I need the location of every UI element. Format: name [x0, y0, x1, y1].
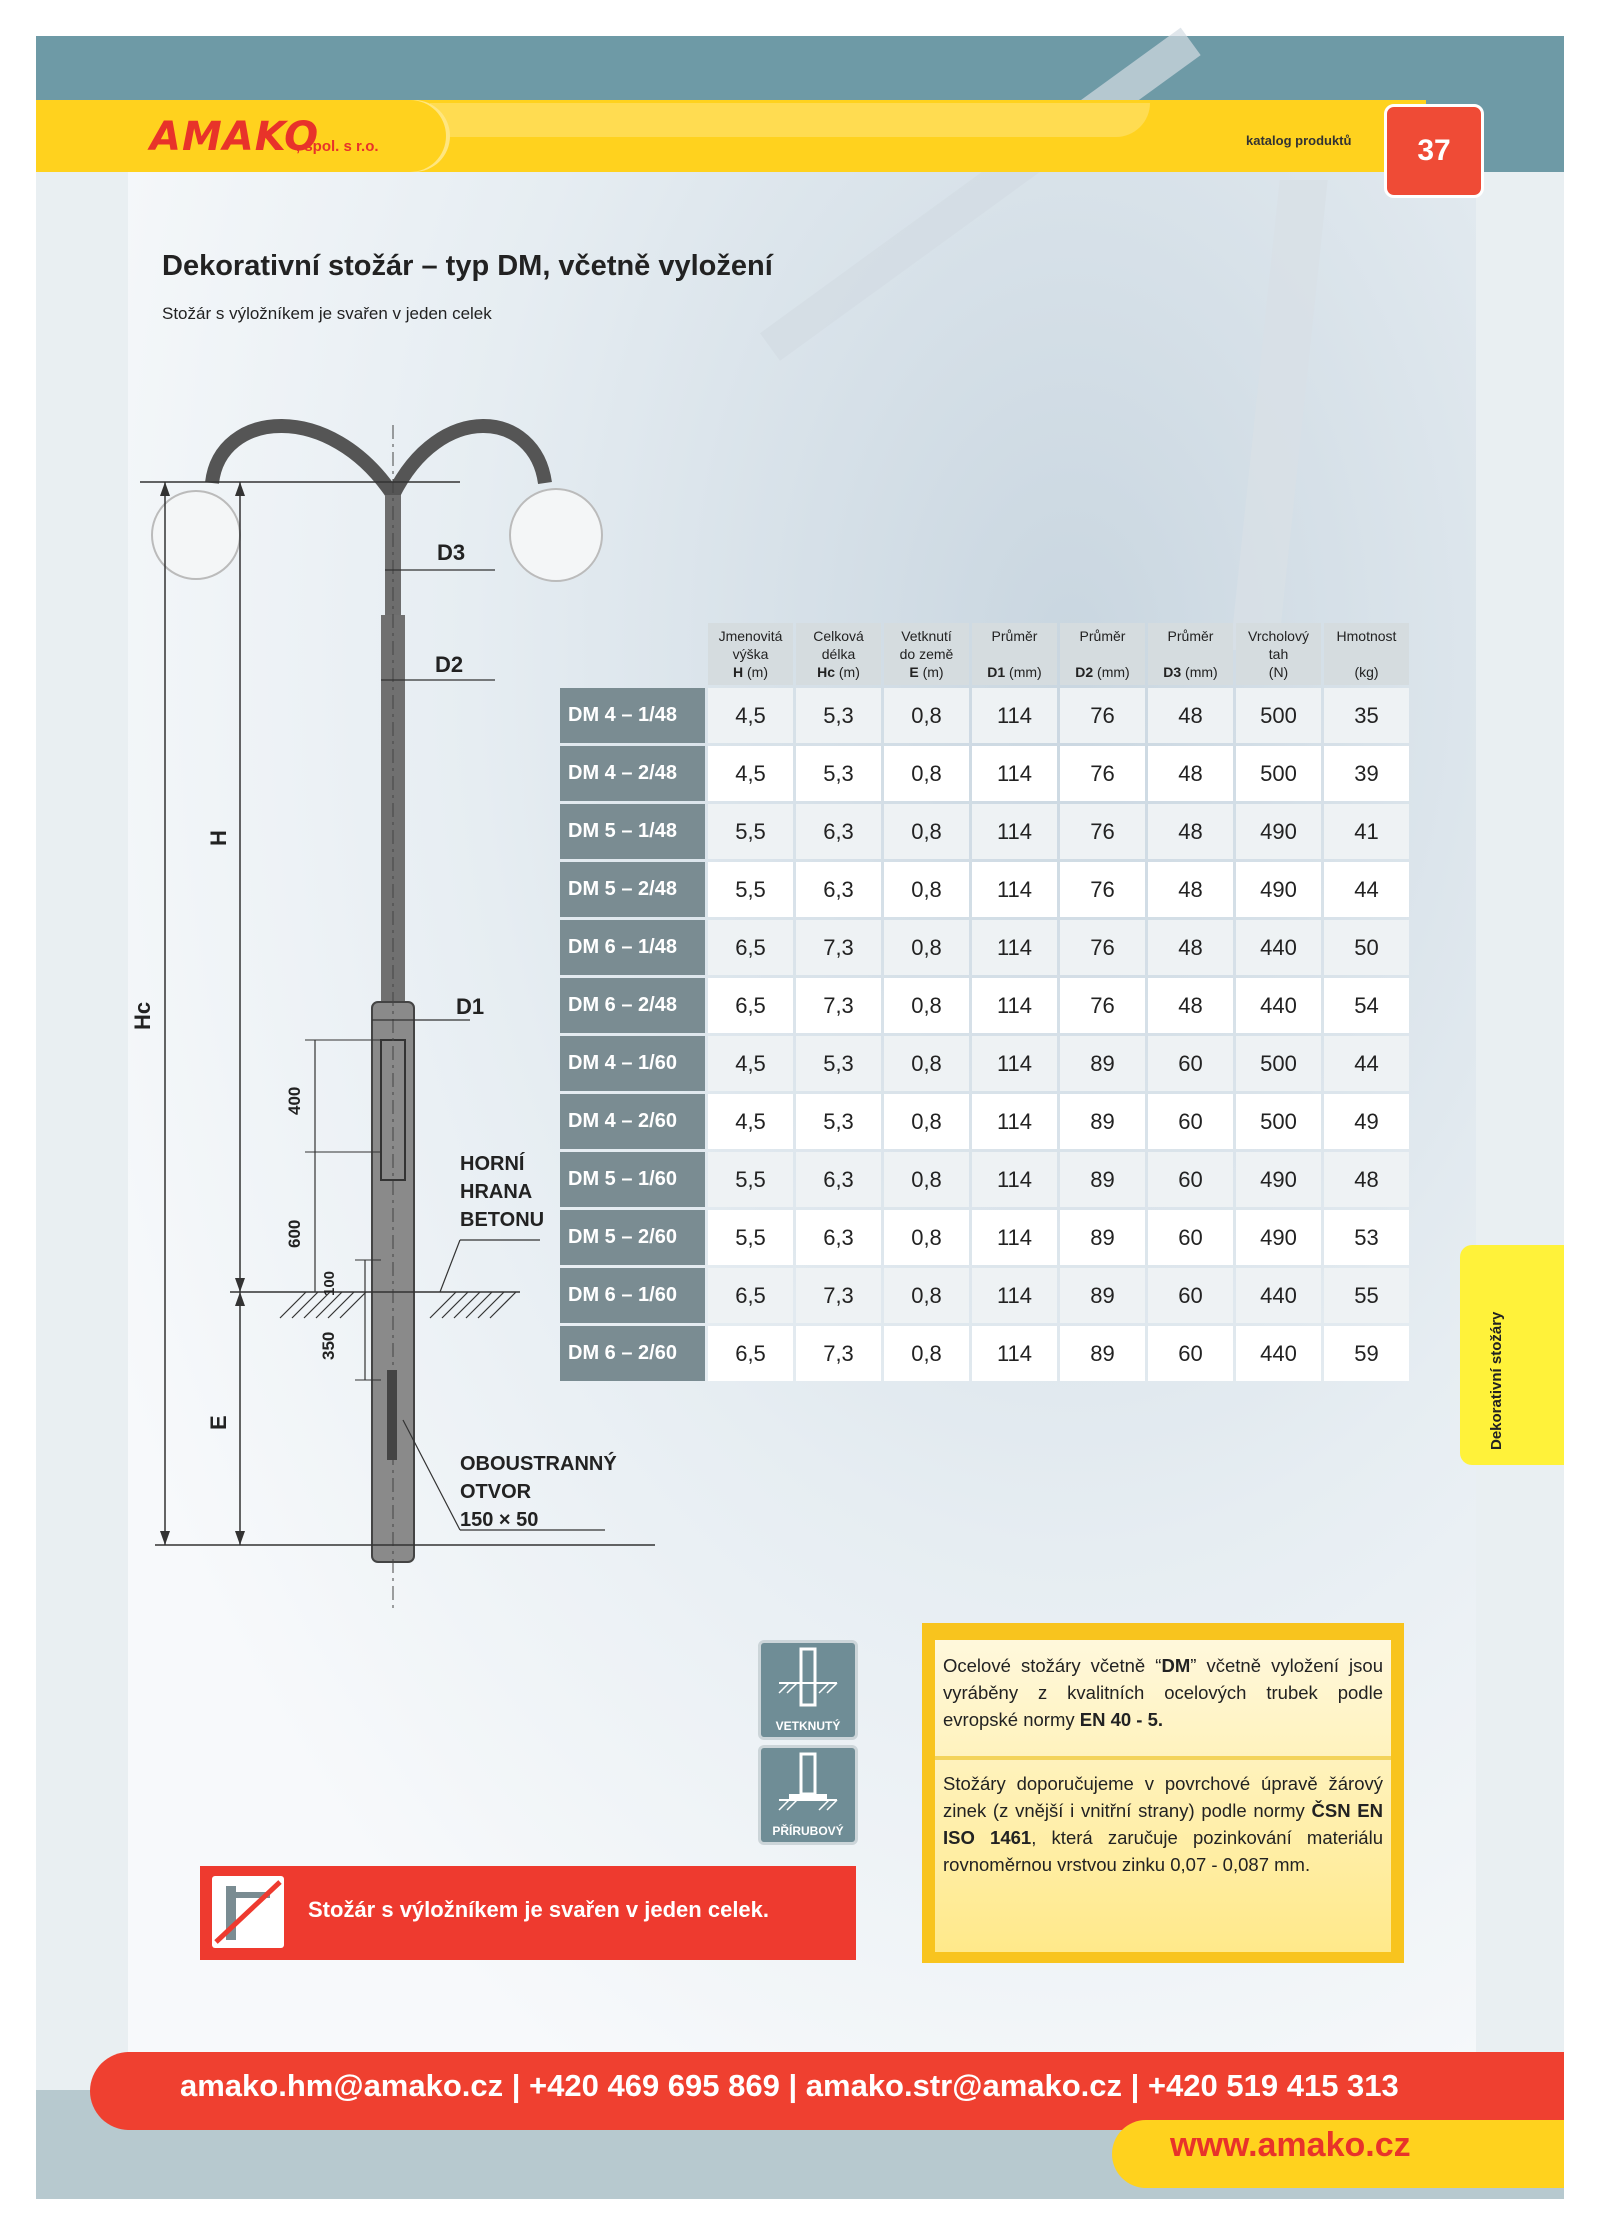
label-concrete-3: BETONU [460, 1209, 545, 1231]
value-cell: 76 [1060, 688, 1145, 743]
value-cell: 114 [972, 978, 1057, 1033]
model-cell: DM 5 – 2/48 [560, 862, 705, 917]
value-cell: 114 [972, 862, 1057, 917]
value-cell: 89 [1060, 1326, 1145, 1381]
value-cell: 5,3 [796, 746, 881, 801]
model-cell: DM 6 – 1/48 [560, 920, 705, 975]
value-cell: 76 [1060, 920, 1145, 975]
right-margin [1476, 172, 1564, 2092]
value-cell: 48 [1148, 920, 1233, 975]
value-cell: 5,5 [708, 1152, 793, 1207]
value-cell: 0,8 [884, 1326, 969, 1381]
value-cell: 7,3 [796, 1268, 881, 1323]
value-cell: 7,3 [796, 978, 881, 1033]
value-cell: 4,5 [708, 1036, 793, 1091]
label-hole-3: 150 × 50 [460, 1509, 539, 1531]
value-cell: 60 [1148, 1152, 1233, 1207]
value-cell: 48 [1148, 804, 1233, 859]
value-cell: 0,8 [884, 920, 969, 975]
value-cell: 60 [1148, 1094, 1233, 1149]
value-cell: 35 [1324, 688, 1409, 743]
model-cell: DM 5 – 1/48 [560, 804, 705, 859]
value-cell: 490 [1236, 862, 1321, 917]
value-cell: 500 [1236, 688, 1321, 743]
value-cell: 440 [1236, 978, 1321, 1033]
value-cell: 6,5 [708, 920, 793, 975]
table-row [560, 1326, 1409, 1381]
lamp-arm-right [393, 426, 545, 495]
value-cell: 41 [1324, 804, 1409, 859]
value-cell: 114 [972, 1210, 1057, 1265]
label-concrete-2: HRANA [460, 1181, 533, 1203]
page-title: Dekorativní stožár – typ DM, včetně vyložení [162, 250, 773, 282]
value-cell: 0,8 [884, 804, 969, 859]
value-cell: 48 [1148, 862, 1233, 917]
value-cell: 0,8 [884, 978, 969, 1033]
header-h: Jmenovitá výška H (m) [708, 623, 793, 685]
table-row [560, 1094, 1409, 1149]
value-cell: 44 [1324, 862, 1409, 917]
value-cell: 54 [1324, 978, 1409, 1033]
catalog-label: katalog produktů [1246, 133, 1352, 148]
label-d3: D3 [437, 540, 466, 565]
welded-notice-text: Stožár s výložníkem je svařen v jeden celek. [308, 1897, 770, 1922]
flanged-mount-icon [758, 1745, 858, 1845]
table-row [560, 1210, 1409, 1265]
section-side-tab[interactable] [1460, 1245, 1564, 1465]
value-cell: 53 [1324, 1210, 1409, 1265]
value-cell: 76 [1060, 804, 1145, 859]
table-header-row [560, 623, 1409, 685]
label-100: 100 [321, 1270, 338, 1296]
value-cell: 114 [972, 688, 1057, 743]
value-cell: 0,8 [884, 862, 969, 917]
value-cell: 500 [1236, 1094, 1321, 1149]
header-tension: Vrcholový tah (N) [1236, 623, 1321, 685]
value-cell: 60 [1148, 1210, 1233, 1265]
info-paragraph-standard: Ocelové stožáry včetně “DM” včetně vyložení jsou vyráběny z kvalitních ocelových trubek podle evropské normy EN 40 - 5. [943, 1655, 1383, 1730]
value-cell: 0,8 [884, 1152, 969, 1207]
label-h: H [206, 830, 231, 846]
welded-pole-icon [212, 1876, 284, 1948]
value-cell: 0,8 [884, 1210, 969, 1265]
model-cell: DM 4 – 1/48 [560, 688, 705, 743]
footer-website-link[interactable]: www.amako.cz [1170, 2126, 1411, 2164]
value-cell: 60 [1148, 1268, 1233, 1323]
value-cell: 6,3 [796, 1210, 881, 1265]
flanged-mount-label: PŘÍRUBOVÝ [772, 1824, 844, 1838]
value-cell: 76 [1060, 978, 1145, 1033]
model-cell: DM 6 – 1/60 [560, 1268, 705, 1323]
company-logo-suffix: , spol. s r.o. [296, 138, 379, 155]
header-e: Vetknutí do země E (m) [884, 623, 969, 685]
value-cell: 5,3 [796, 1094, 881, 1149]
value-cell: 440 [1236, 1268, 1321, 1323]
header-weight: Hmotnost (kg) [1324, 623, 1409, 685]
value-cell: 0,8 [884, 1094, 969, 1149]
value-cell: 39 [1324, 746, 1409, 801]
value-cell: 6,5 [708, 1326, 793, 1381]
footer-contacts[interactable]: amako.hm@amako.cz | +420 469 695 869 | amako.str@amako.cz | +420 519 415 313 [180, 2068, 1399, 2103]
value-cell: 89 [1060, 1268, 1145, 1323]
value-cell: 5,3 [796, 1036, 881, 1091]
value-cell: 60 [1148, 1326, 1233, 1381]
value-cell: 490 [1236, 1210, 1321, 1265]
value-cell: 114 [972, 1268, 1057, 1323]
value-cell: 89 [1060, 1094, 1145, 1149]
value-cell: 5,5 [708, 862, 793, 917]
value-cell: 50 [1324, 920, 1409, 975]
embedded-mount-icon [758, 1640, 858, 1740]
value-cell: 114 [972, 1152, 1057, 1207]
label-hole-1: OBOUSTRANNÝ [460, 1453, 617, 1475]
model-cell: DM 5 – 2/60 [560, 1210, 705, 1265]
value-cell: 0,8 [884, 1036, 969, 1091]
value-cell: 0,8 [884, 1268, 969, 1323]
value-cell: 48 [1324, 1152, 1409, 1207]
info-separator [935, 1756, 1391, 1760]
model-cell: DM 4 – 2/48 [560, 746, 705, 801]
value-cell: 49 [1324, 1094, 1409, 1149]
value-cell: 6,3 [796, 862, 881, 917]
value-cell: 55 [1324, 1268, 1409, 1323]
label-600: 600 [285, 1219, 304, 1248]
value-cell: 114 [972, 1094, 1057, 1149]
value-cell: 76 [1060, 746, 1145, 801]
label-hc: Hc [130, 1001, 155, 1030]
table-row [560, 862, 1409, 917]
page-number: 37 [1384, 104, 1484, 198]
header-d1: Průměr D1 (mm) [972, 623, 1057, 685]
parameters-table [557, 620, 1412, 1384]
value-cell: 440 [1236, 1326, 1321, 1381]
value-cell: 48 [1148, 746, 1233, 801]
value-cell: 490 [1236, 804, 1321, 859]
table-row [560, 688, 1409, 743]
model-cell: DM 6 – 2/48 [560, 978, 705, 1033]
model-cell: DM 4 – 2/60 [560, 1094, 705, 1149]
value-cell: 89 [1060, 1210, 1145, 1265]
value-cell: 500 [1236, 1036, 1321, 1091]
header-d3: Průměr D3 (mm) [1148, 623, 1233, 685]
value-cell: 7,3 [796, 1326, 881, 1381]
value-cell: 114 [972, 804, 1057, 859]
company-logo: AMAKO [150, 114, 320, 160]
value-cell: 114 [972, 1036, 1057, 1091]
value-cell: 4,5 [708, 1094, 793, 1149]
section-side-tab-label: Dekorativní stožáry [1488, 1311, 1505, 1450]
label-hole-2: OTVOR [460, 1481, 532, 1503]
left-margin [36, 172, 128, 2092]
label-e: E [206, 1415, 231, 1430]
value-cell: 5,5 [708, 1210, 793, 1265]
table-row [560, 1268, 1409, 1323]
info-paragraph-galvanizing: Stožáry doporučujeme v povrchové úpravě žárový zinek (z vnější i vnitřní strany) podle normy ČSN EN ISO 1461, která zaručuje pozinkování materiálu rovnoměrnou vrstvou zinku 0,07 - 0,087 mm. [943, 1773, 1383, 1875]
value-cell: 76 [1060, 862, 1145, 917]
value-cell: 500 [1236, 746, 1321, 801]
value-cell: 4,5 [708, 688, 793, 743]
page-subtitle: Stožár s výložníkem je svařen v jeden celek [162, 304, 492, 323]
model-cell: DM 6 – 2/60 [560, 1326, 705, 1381]
value-cell: 59 [1324, 1326, 1409, 1381]
value-cell: 440 [1236, 920, 1321, 975]
value-cell: 6,5 [708, 1268, 793, 1323]
value-cell: 114 [972, 746, 1057, 801]
table-row [560, 1036, 1409, 1091]
table-body [560, 688, 1409, 1381]
model-cell: DM 5 – 1/60 [560, 1152, 705, 1207]
cable-hole [387, 1370, 397, 1460]
lamp-globe-right [510, 489, 602, 581]
value-cell: 0,8 [884, 746, 969, 801]
table-row [560, 920, 1409, 975]
header-d2: Průměr D2 (mm) [1060, 623, 1145, 685]
value-cell: 6,3 [796, 804, 881, 859]
value-cell: 6,3 [796, 1152, 881, 1207]
label-d2: D2 [435, 652, 464, 677]
table-row [560, 804, 1409, 859]
value-cell: 5,3 [796, 688, 881, 743]
table-row [560, 1152, 1409, 1207]
value-cell: 89 [1060, 1036, 1145, 1091]
value-cell: 6,5 [708, 978, 793, 1033]
table-row [560, 746, 1409, 801]
embedded-mount-label: VETKNUTÝ [775, 1719, 841, 1733]
value-cell: 44 [1324, 1036, 1409, 1091]
value-cell: 48 [1148, 978, 1233, 1033]
header-hc: Celková délka Hc (m) [796, 623, 881, 685]
label-400: 400 [285, 1086, 304, 1115]
value-cell: 0,8 [884, 688, 969, 743]
model-cell: DM 4 – 1/60 [560, 1036, 705, 1091]
value-cell: 4,5 [708, 746, 793, 801]
label-concrete-1: HORNÍ [460, 1153, 525, 1175]
header-bar-highlight [430, 103, 1150, 137]
value-cell: 114 [972, 920, 1057, 975]
value-cell: 114 [972, 1326, 1057, 1381]
value-cell: 7,3 [796, 920, 881, 975]
table-row [560, 978, 1409, 1033]
corner-cell [560, 623, 705, 685]
value-cell: 89 [1060, 1152, 1145, 1207]
label-350: 350 [319, 1331, 338, 1360]
value-cell: 490 [1236, 1152, 1321, 1207]
label-d1: D1 [456, 994, 485, 1019]
value-cell: 60 [1148, 1036, 1233, 1091]
value-cell: 5,5 [708, 804, 793, 859]
value-cell: 48 [1148, 688, 1233, 743]
